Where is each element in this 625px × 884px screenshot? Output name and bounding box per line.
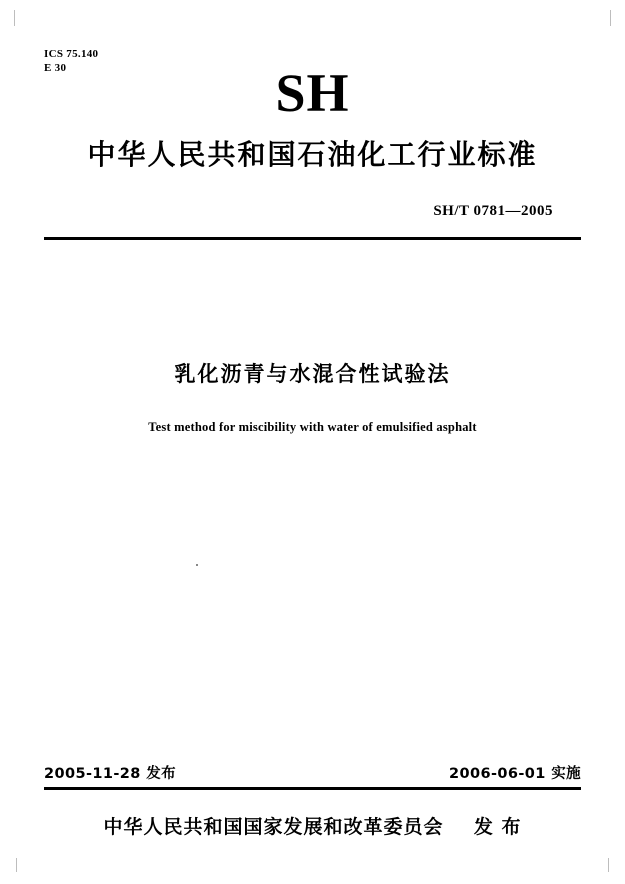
issue-date: 2005-11-28 发布 bbox=[44, 766, 176, 782]
scan-artifact-top-right bbox=[610, 10, 611, 26]
issuer-heading: 中华人民共和国石油化工行业标准 bbox=[87, 138, 538, 171]
standard-number: SH/T 0781—2005 bbox=[433, 203, 553, 219]
footer-divider bbox=[44, 787, 581, 790]
sh-logo: SH bbox=[275, 63, 350, 123]
ics-code: ICS 75.140 bbox=[44, 48, 99, 60]
publisher-line: 中华人民共和国国家发展和改革委员会 发 布 bbox=[103, 816, 522, 838]
document-title-english: Test method for miscibility with water of emulsified asphalt bbox=[148, 420, 477, 434]
header-divider bbox=[44, 237, 581, 240]
scan-speck bbox=[196, 564, 198, 566]
document-title-chinese: 乳化沥青与水混合性试验法 bbox=[174, 362, 451, 386]
footer-dates-row bbox=[44, 762, 581, 784]
scan-artifact-bottom-left bbox=[16, 858, 17, 872]
scan-artifact-top-left bbox=[14, 10, 15, 26]
scan-artifact-bottom-right bbox=[608, 858, 609, 872]
effective-date: 2006-06-01 实施 bbox=[449, 766, 581, 782]
classification-code: E 30 bbox=[44, 61, 67, 74]
